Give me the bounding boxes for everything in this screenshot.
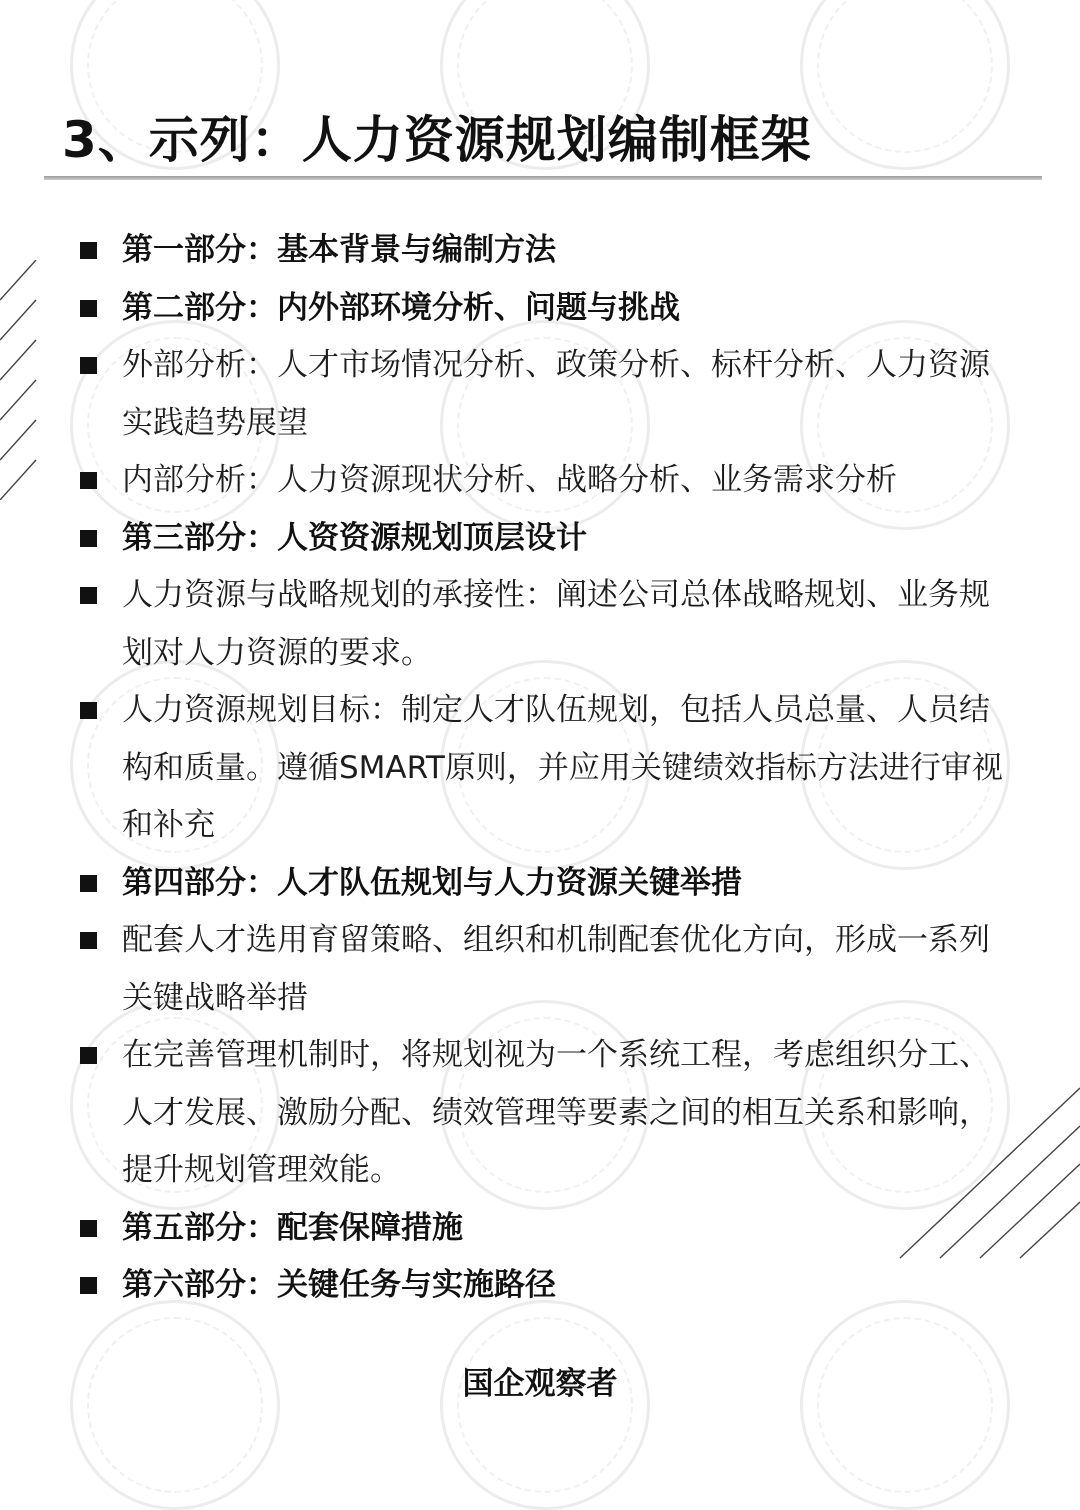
left-hatch-decoration (0, 260, 40, 500)
footer-brand: 国企观察者 (462, 1366, 618, 1402)
item-text: 内部分析：人力资源现状分析、战略分析、业务需求分析 (122, 462, 897, 498)
section-heading (80, 855, 1010, 913)
section-heading (80, 510, 1010, 568)
section-detail (80, 912, 1010, 1027)
square-bullet-icon (80, 530, 97, 547)
page-title: 3、示列：人力资源规划编制框架 (62, 111, 812, 169)
section-detail (80, 682, 1010, 855)
watermark-seal (440, 1300, 650, 1510)
item-text: 第二部分：内外部环境分析、问题与挑战 (122, 289, 680, 326)
item-text: 人力资源规划目标：制定人才队伍规划，包括人员总量、人员结构和质量。遵循SMART原则，并应用关键绩效指标方法进行审视和补充 (122, 692, 1003, 843)
item-text: 第五部分：配套保障措施 (122, 1209, 463, 1246)
square-bullet-icon (80, 875, 97, 892)
title-divider (44, 176, 1042, 180)
square-bullet-icon (80, 587, 97, 604)
section-detail (80, 452, 1010, 510)
watermark-seal (70, 1300, 280, 1510)
square-bullet-icon (80, 1220, 97, 1237)
square-bullet-icon (80, 242, 97, 259)
section-detail (80, 567, 1010, 682)
item-text: 人力资源与战略规划的承接性：阐述公司总体战略规划、业务规划对人力资源的要求。 (122, 577, 990, 671)
item-text: 第四部分：人才队伍规划与人力资源关键举措 (122, 864, 742, 901)
section-heading (80, 222, 1010, 280)
watermark-seal (800, 1300, 1010, 1510)
item-text: 第六部分：关键任务与实施路径 (122, 1267, 556, 1303)
watermark-seal (800, 0, 1010, 170)
square-bullet-icon (80, 1047, 97, 1064)
item-text: 在完善管理机制时，将规划视为一个系统工程，考虑组织分工、人才发展、激励分配、绩效管理等要素之间的相互关系和影响，提升规划管理效能。 (122, 1037, 990, 1188)
item-text: 外部分析：人才市场情况分析、政策分析、标杆分析、人力资源实践趋势展望 (122, 347, 990, 441)
square-bullet-icon (80, 357, 97, 374)
section-heading (80, 280, 1010, 338)
item-text: 第三部分：人资资源规划顶层设计 (122, 519, 587, 556)
section-detail (80, 1027, 1010, 1200)
section-heading (80, 1200, 1010, 1258)
square-bullet-icon (80, 702, 97, 719)
square-bullet-icon (80, 472, 97, 489)
square-bullet-icon (80, 300, 97, 317)
item-text: 第一部分：基本背景与编制方法 (122, 232, 556, 268)
section-detail (80, 337, 1010, 452)
square-bullet-icon (80, 1277, 97, 1294)
item-text: 配套人才选用育留策略、组织和机制配套优化方向，形成一系列关键战略举措 (122, 922, 990, 1016)
section-heading (80, 1257, 1010, 1315)
square-bullet-icon (80, 932, 97, 949)
framework-outline (80, 222, 1010, 1315)
